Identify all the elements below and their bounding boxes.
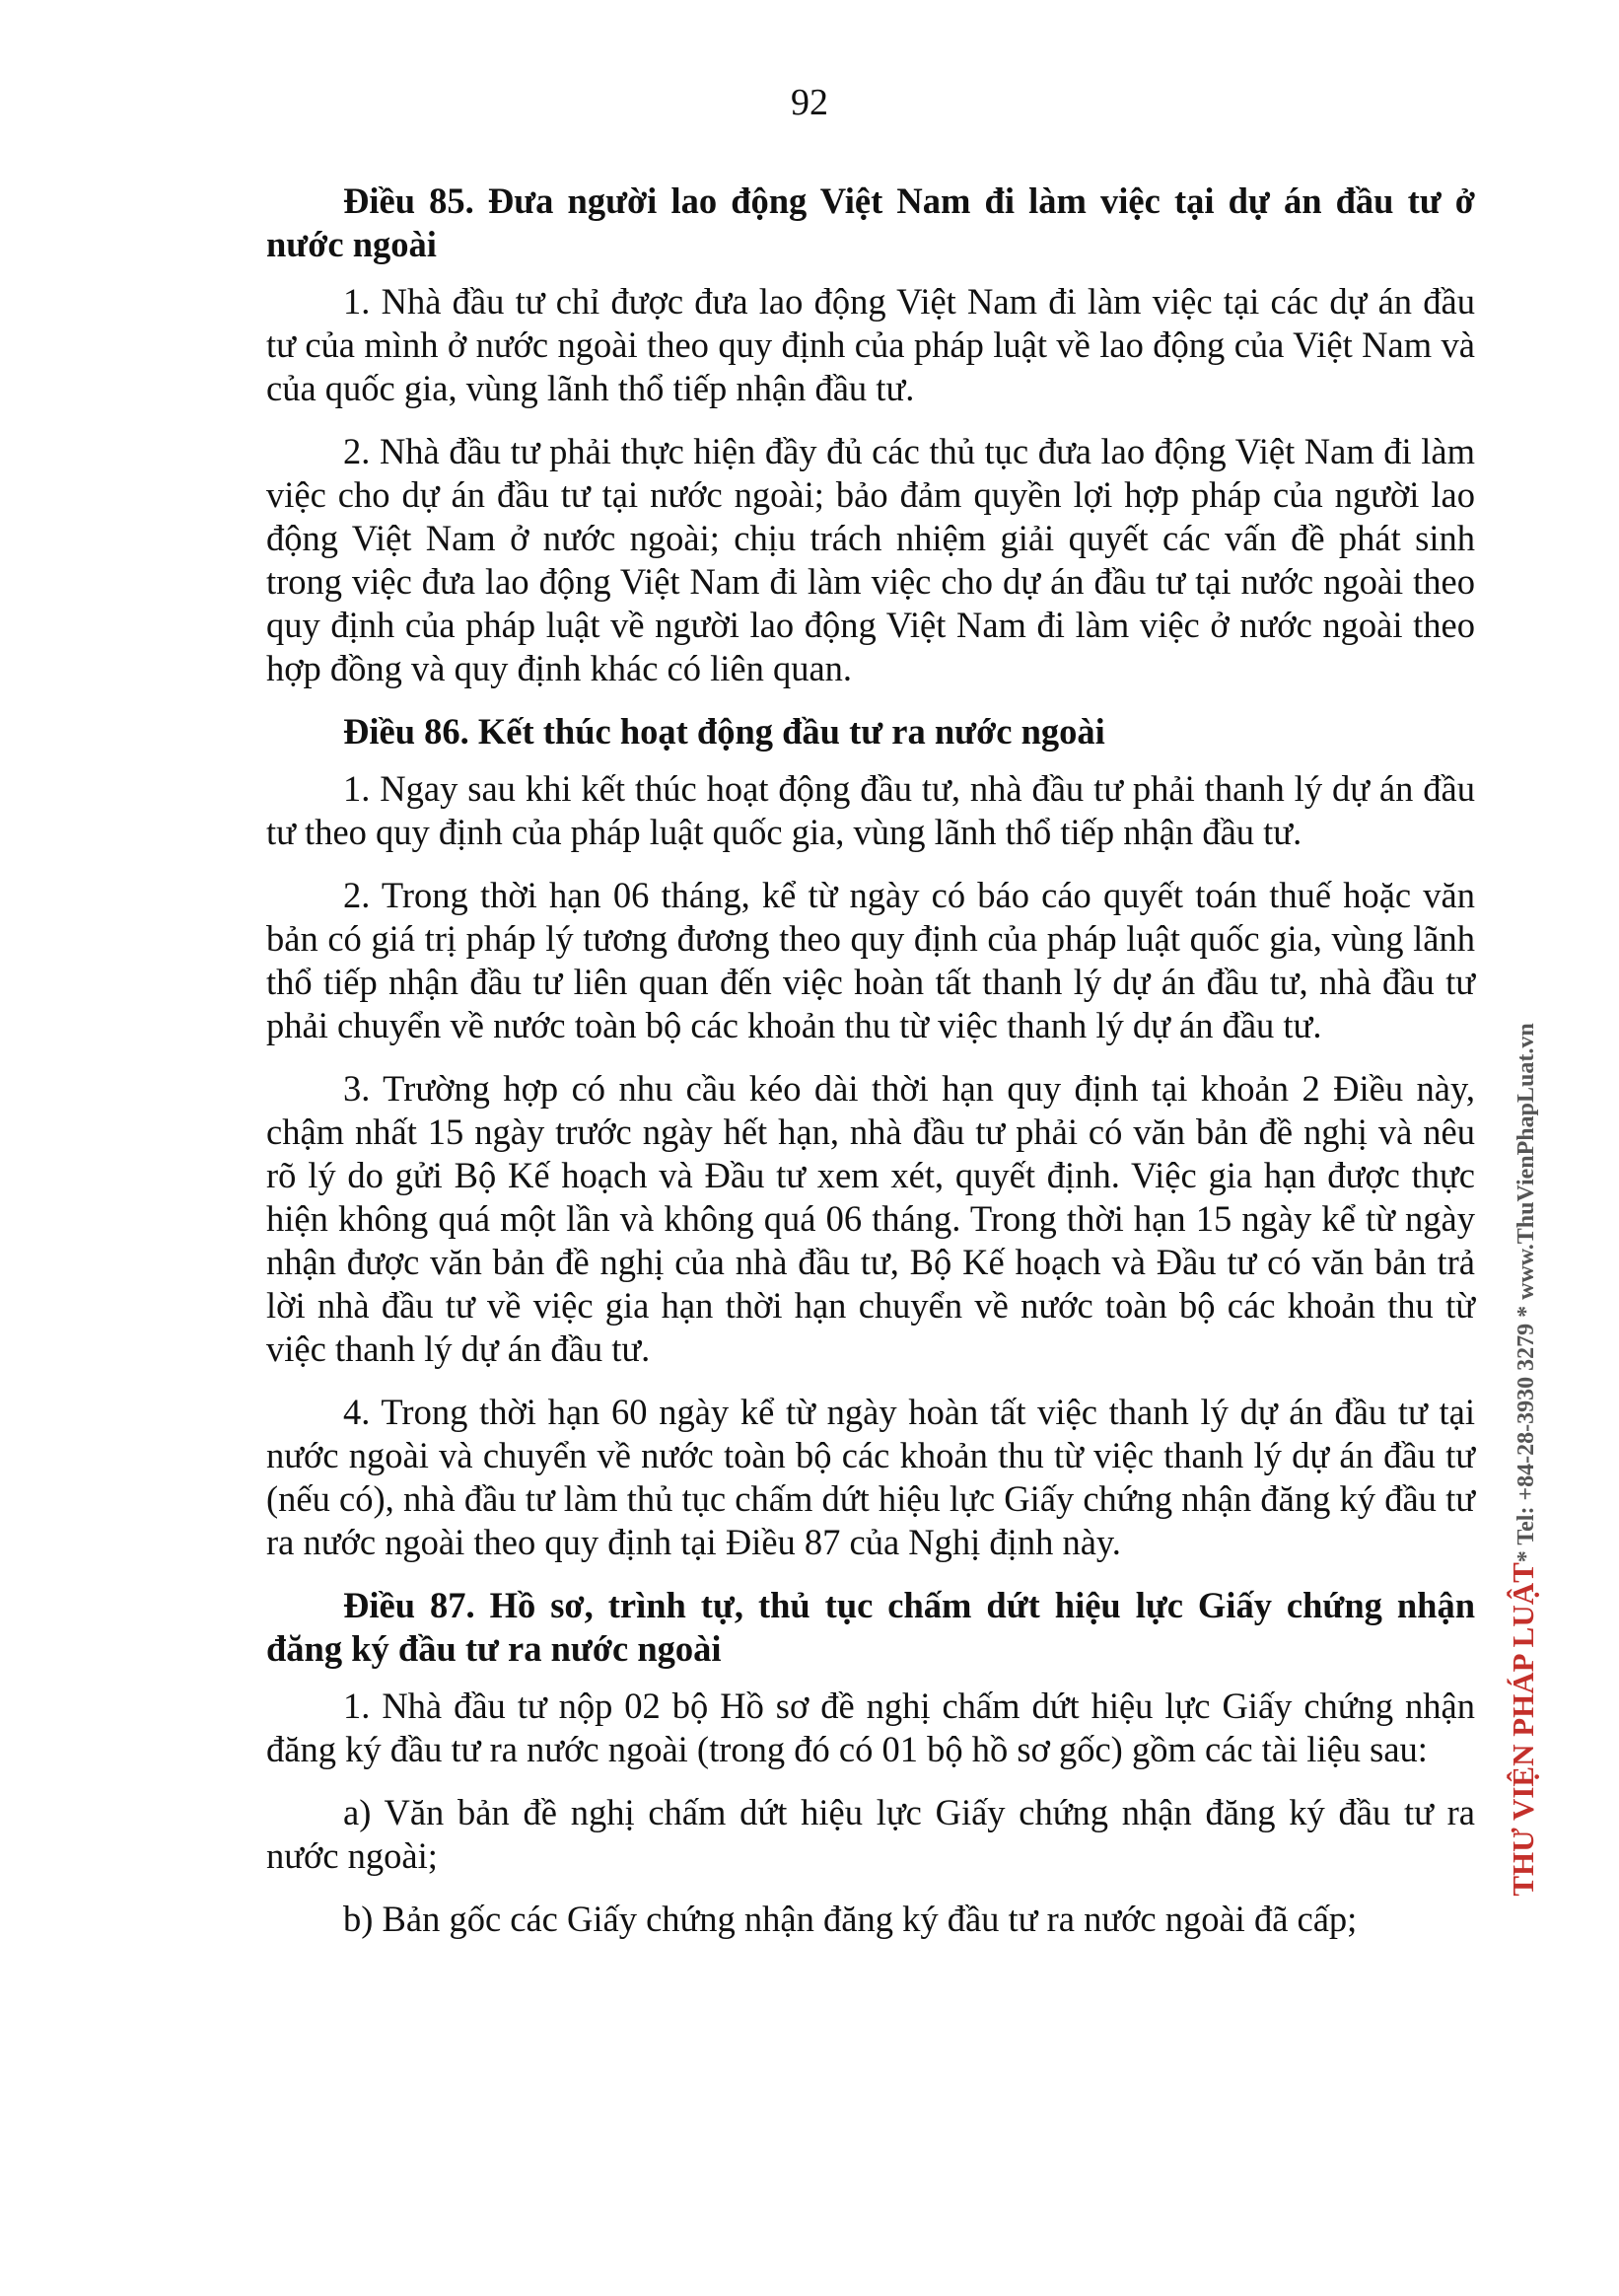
page-number: 92 [791,82,828,123]
paragraph: 1. Ngay sau khi kết thúc hoạt động đầu tư, nhà đầu tư phải thanh lý dự án đầu tư theo quy định của pháp luật quốc gia, vùng lãnh thổ tiếp nhận đầu tư. [266,768,1475,852]
watermark [1506,1023,1541,1896]
watermark-contact: * Tel: +84-28-3930 3279 * www.ThuVienPhapLuat.vn [1513,1023,1539,1563]
paragraph: 4. Trong thời hạn 60 ngày kể từ ngày hoàn tất việc thanh lý dự án đầu tư tại nước ngoài và chuyển về nước toàn bộ các khoản thu từ việc thanh lý dự án đầu tư (nếu có), nhà đầu tư làm thủ tục chấm dứt hiệu lực Giấy chứng nhận đăng ký đầu tư ra nước ngoài theo quy định tại Điều 87 của Nghị định này. [266,1392,1475,1562]
paragraph: 1. Nhà đầu tư chỉ được đưa lao động Việt Nam đi làm việc tại các dự án đầu tư của mình ở nước ngoài theo quy định của pháp luật về lao động của Việt Nam và của quốc gia, vùng lãnh thổ tiếp nhận đầu tư. [266,281,1475,408]
paragraph: 3. Trường hợp có nhu cầu kéo dài thời hạn quy định tại khoản 2 Điều này, chậm nhất 15 ngày trước ngày hết hạn, nhà đầu tư phải có văn bản đề nghị và nêu rõ lý do gửi Bộ Kế hoạch và Đầu tư xem xét, quyết định. Việc gia hạn được thực hiện không quá một lần và không quá 06 tháng. Trong thời hạn 15 ngày kể từ ngày nhận được văn bản đề nghị của nhà đầu tư, Bộ Kế hoạch và Đầu tư có văn bản trả lời nhà đầu tư về việc gia hạn thời hạn chuyển về nước toàn bộ các khoản thu từ việc thanh lý dự án đầu tư. [266,1068,1475,1369]
article-title: Điều 87. Hồ sơ, trình tự, thủ tục chấm dứt hiệu lực Giấy chứng nhận đăng ký đầu tư ra nước ngoài [266,1585,1475,1669]
watermark-brand: THƯ VIỆN PHÁP LUẬT [1506,1562,1540,1897]
article-87 [266,1584,1475,1941]
paragraph: 1. Nhà đầu tư nộp 02 bộ Hồ sơ đề nghị chấm dứt hiệu lực Giấy chứng nhận đăng ký đầu tư ra nước ngoài (trong đó có 01 bộ hồ sơ gốc) gồm các tài liệu sau: [266,1686,1475,1769]
article-title: Điều 85. Đưa người lao động Việt Nam đi làm việc tại dự án đầu tư ở nước ngoài [266,180,1475,264]
paragraph: a) Văn bản đề nghị chấm dứt hiệu lực Giấy chứng nhận đăng ký đầu tư ra nước ngoài; [266,1792,1475,1876]
article-title: Điều 86. Kết thúc hoạt động đầu tư ra nước ngoài [343,711,1105,752]
paragraph: b) Bản gốc các Giấy chứng nhận đăng ký đầu tư ra nước ngoài đã cấp; [343,1899,1358,1939]
article-86 [266,710,1475,1564]
document-body [266,179,1475,1961]
article-85 [266,179,1475,690]
paragraph: 2. Nhà đầu tư phải thực hiện đầy đủ các thủ tục đưa lao động Việt Nam đi làm việc cho dự án đầu tư tại nước ngoài; bảo đảm quyền lợi hợp pháp của người lao động Việt Nam ở nước ngoài; chịu trách nhiệm giải quyết các vấn đề phát sinh trong việc đưa lao động Việt Nam đi làm việc cho dự án đầu tư tại nước ngoài theo quy định của pháp luật về người lao động Việt Nam đi làm việc ở nước ngoài theo hợp đồng và quy định khác có liên quan. [266,431,1475,688]
paragraph: 2. Trong thời hạn 06 tháng, kể từ ngày có báo cáo quyết toán thuế hoặc văn bản có giá trị pháp lý tương đương theo quy định của pháp luật quốc gia, vùng lãnh thổ tiếp nhận đầu tư liên quan đến việc hoàn tất thanh lý dự án đầu tư, nhà đầu tư phải chuyển về nước toàn bộ các khoản thu từ việc thanh lý dự án đầu tư. [266,875,1475,1045]
